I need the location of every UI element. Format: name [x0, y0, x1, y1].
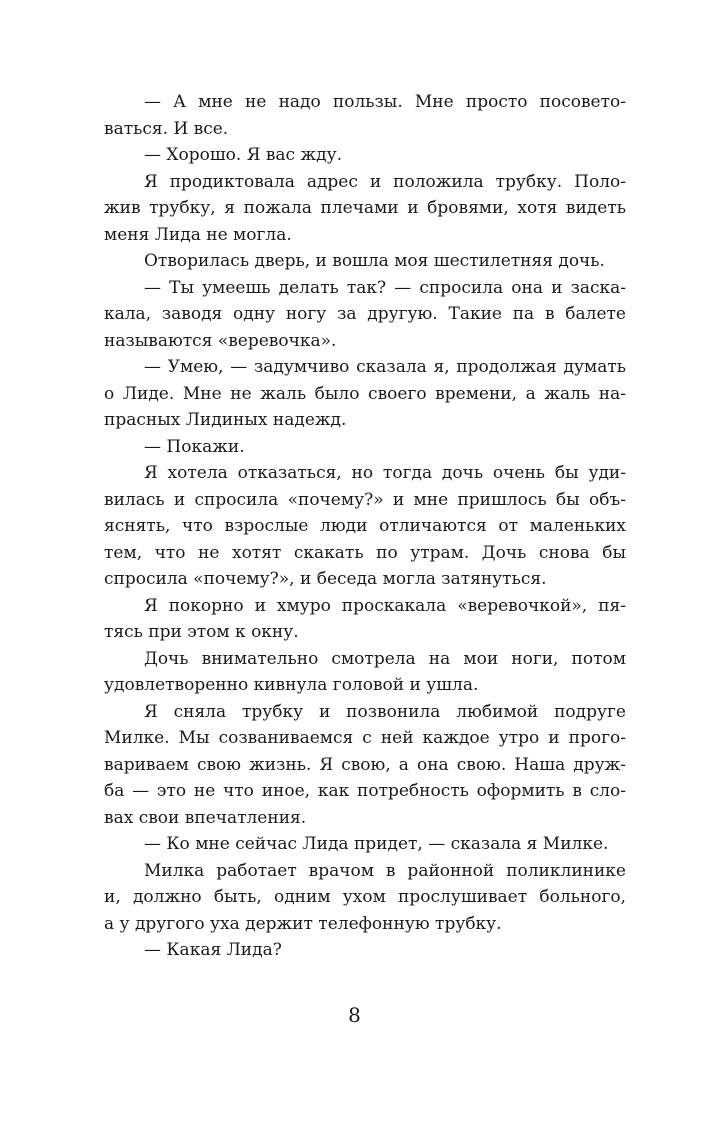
text-line: удовлетворенно кивнула головой и ушла. [104, 675, 479, 695]
page-text [104, 89, 626, 964]
text-line: — Какая Лида? [144, 940, 282, 960]
text-line: называются «веревочка». [104, 330, 337, 351]
text-line: а у другого уха держит телефонную трубку. [104, 913, 502, 934]
text-line: Милка работает врачом в районной поликлинике [144, 860, 626, 881]
text-line: — А мне не надо пользы. Мне просто посовето- [144, 92, 626, 112]
text-line: вах свои впечатления. [104, 807, 307, 828]
text-line: — Ко мне сейчас Лида придет, — сказала я Милке. [144, 834, 609, 854]
text-line: вилась и спросила «почему?» и мне пришлось бы объ- [104, 489, 626, 510]
text-line: спросила «почему?», и беседа могла затянуться. [104, 569, 547, 589]
text-line: тем, что не хотят скакать по утрам. Дочь снова бы [104, 542, 626, 563]
text-line: прасных Лидиных надежд. [104, 410, 347, 430]
text-line: Милке. Мы созваниваемся с ней каждое утро и прого- [104, 728, 626, 748]
text-line: о Лиде. Мне не жаль было своего времени, а жаль на- [104, 383, 626, 404]
text-line: яснять, что взрослые люди отличаются от маленьких [104, 516, 626, 536]
text-line: — Хорошо. Я вас жду. [144, 145, 342, 165]
text-line: — Покажи. [144, 436, 245, 457]
text-line: — Умею, — задумчиво сказала я, продолжая думать [144, 357, 626, 377]
text-line: ба — это не что иное, как потребность оформить в сло- [104, 781, 626, 801]
text-line: Отворилась дверь, и вошла моя шестилетняя дочь. [144, 251, 605, 271]
text-line: Дочь внимательно смотрела на мои ноги, потом [144, 648, 626, 669]
text-line: Я покорно и хмуро проскакала «веревочкой», пя- [144, 595, 626, 616]
text-line: ваться. И все. [104, 118, 229, 139]
text-line: Я хотела отказаться, но тогда дочь очень бы уди- [144, 463, 626, 483]
text-line: жив трубку, я пожала плечами и бровями, хотя видеть [104, 198, 626, 218]
text-line: Я продиктовала адрес и положила трубку. Поло- [144, 171, 626, 192]
text-line: и, должно быть, одним ухом прослушивает больного, [104, 887, 626, 907]
page-number: 8 [348, 1003, 361, 1027]
text-line: кала, заводя одну ногу за другую. Такие па в балете [104, 304, 626, 324]
text-line: Я сняла трубку и позвонила любимой подруге [144, 701, 626, 722]
text-line: — Ты умеешь делать так? — спросила она и заска- [144, 277, 626, 298]
text-line: тясь при этом к окну. [104, 622, 299, 642]
text-line: меня Лида не могла. [104, 224, 292, 245]
text-line: вариваем свою жизнь. Я свою, а она свою. Наша друж- [104, 754, 626, 775]
